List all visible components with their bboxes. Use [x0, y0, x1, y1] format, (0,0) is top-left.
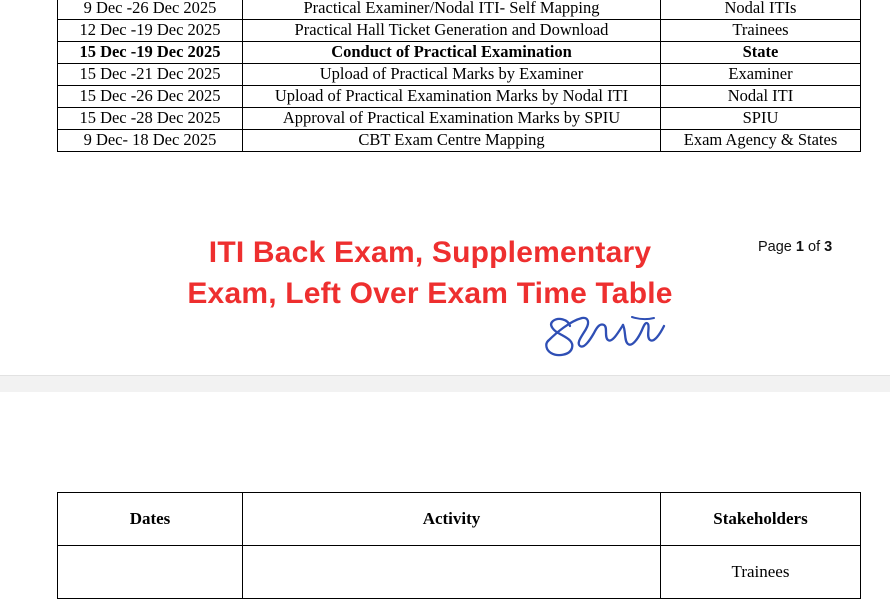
cell-dates: 9 Dec -26 Dec 2025: [58, 0, 243, 19]
header-dates: Dates: [58, 493, 243, 546]
page-indicator-prefix: Page: [758, 239, 796, 255]
cell-stakeholders: Trainees: [661, 546, 861, 599]
cell-activity: [243, 546, 661, 599]
handwritten-signature: [524, 313, 674, 361]
cell-dates: [58, 546, 243, 599]
cell-stakeholders: Trainees: [661, 19, 861, 41]
cell-stakeholders: Nodal ITIs: [661, 0, 861, 19]
cell-dates: 15 Dec -26 Dec 2025: [58, 85, 243, 107]
cell-activity: Approval of Practical Examination Marks by SPIU: [243, 107, 661, 129]
cell-dates: 9 Dec- 18 Dec 2025: [58, 129, 243, 151]
table-header-row: [58, 493, 861, 546]
table-row: [58, 129, 861, 151]
cell-activity: Upload of Practical Examination Marks by Nodal ITI: [243, 85, 661, 107]
table-row: [58, 0, 861, 19]
document-page-2: [0, 392, 890, 581]
cell-activity: Practical Examiner/Nodal ITI- Self Mapping: [243, 0, 661, 19]
page-indicator-total: 3: [824, 239, 833, 255]
cell-activity: Conduct of Practical Examination: [243, 41, 661, 63]
cell-dates: 15 Dec -19 Dec 2025: [58, 41, 243, 63]
table-row: [58, 19, 861, 41]
cell-dates: 12 Dec -19 Dec 2025: [58, 19, 243, 41]
document-page-2-clip: [0, 392, 890, 581]
page-indicator-middle: of: [803, 239, 825, 255]
page-number-indicator: [758, 239, 832, 255]
cell-dates: 15 Dec -21 Dec 2025: [58, 63, 243, 85]
page-title: [120, 232, 740, 315]
table-row: [58, 85, 861, 107]
cell-activity: CBT Exam Centre Mapping: [243, 129, 661, 151]
next-page-table: [57, 492, 861, 599]
cell-stakeholders: SPIU: [661, 107, 861, 129]
cell-stakeholders: Examiner: [661, 63, 861, 85]
table-row: [58, 41, 861, 63]
header-stakeholders: Stakeholders: [661, 493, 861, 546]
cell-stakeholders: Exam Agency & States: [661, 129, 861, 151]
header-activity: Activity: [243, 493, 661, 546]
cell-activity: Upload of Practical Marks by Examiner: [243, 63, 661, 85]
cell-stakeholders: State: [661, 41, 861, 63]
cell-activity: Practical Hall Ticket Generation and Download: [243, 19, 661, 41]
cell-stakeholders: Nodal ITI: [661, 85, 861, 107]
exam-schedule-table: [57, 0, 861, 152]
page-title-line-1: ITI Back Exam, Supplementary: [208, 236, 652, 269]
signature-icon: [524, 313, 674, 361]
table-row: [58, 546, 861, 599]
page-indicator-current: 1: [795, 239, 804, 255]
table-row: [58, 107, 861, 129]
table-row: [58, 63, 861, 85]
cell-dates: 15 Dec -28 Dec 2025: [58, 107, 243, 129]
page-title-line-2: Exam, Left Over Exam Time Table: [187, 277, 673, 311]
